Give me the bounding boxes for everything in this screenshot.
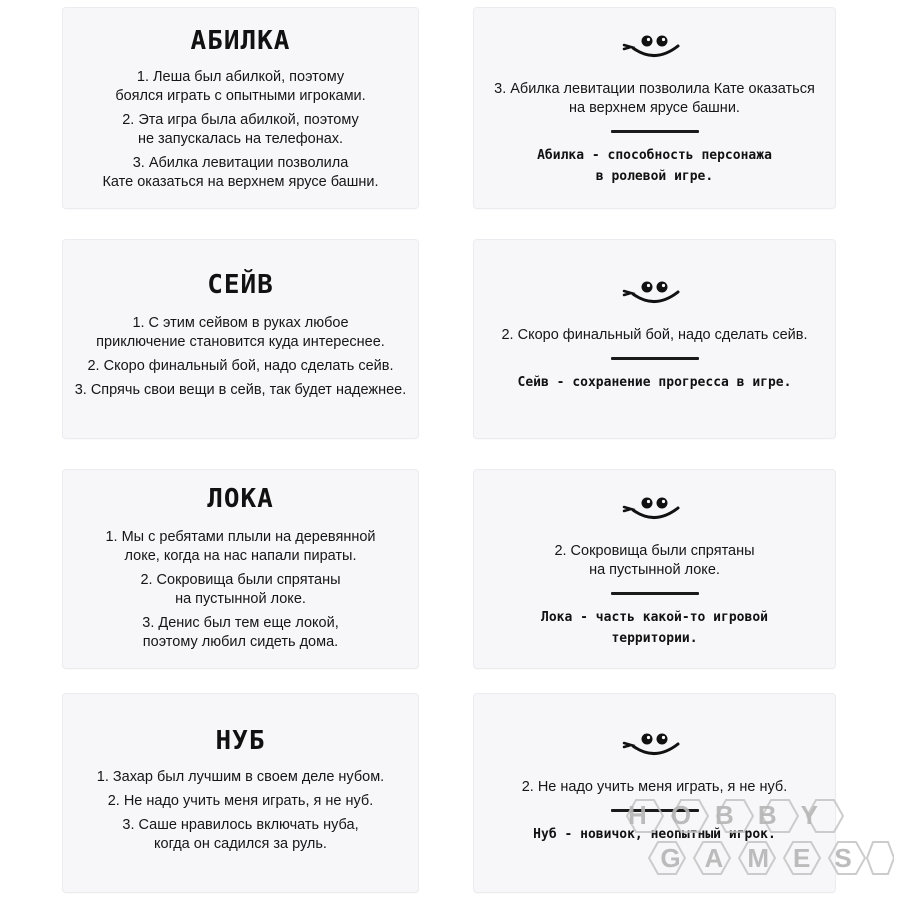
answer-sentence: 3. Абилка левитации позволила Кате оказаться на верхнем ярусе башни.	[494, 81, 815, 116]
answer-card-nub	[474, 694, 835, 892]
watermark-line-1: HOBBY	[628, 800, 842, 830]
answer-card-abilka	[474, 8, 835, 208]
example-list	[63, 314, 418, 400]
card-word: НУБ	[215, 726, 266, 756]
answer-card-seyv	[474, 240, 835, 438]
word-card-seyv	[63, 240, 418, 438]
smiley-face-icon	[620, 274, 690, 308]
answer-card-loka	[474, 470, 835, 668]
answer-sentence: 2. Скоро финальный бой, надо сделать сейв.	[501, 327, 808, 343]
example-list	[63, 68, 418, 192]
example-sentence: 2. Эта игра была абилкой, поэтому не запускалась на телефонах.	[122, 112, 359, 147]
definition: Абилка - способность персонажа в ролевой игре.	[537, 148, 772, 184]
example-list	[63, 528, 418, 652]
answer-sentence: 2. Сокровища были спрятаны на пустынной локе.	[554, 543, 755, 578]
example-sentence: 2. Скоро финальный бой, надо сделать сейв.	[87, 358, 394, 374]
watermark-line-2: GAMES	[660, 843, 876, 873]
example-sentence: 2. Сокровища были спрятаны на пустынной локе.	[140, 572, 341, 607]
example-sentence: 2. Не надо учить меня играть, я не нуб.	[107, 793, 374, 809]
word-card-loka	[63, 470, 418, 668]
example-sentence: 3. Спрячь свои вещи в сейв, так будет надежнее.	[74, 382, 407, 398]
definition: Лока - часть какой-то игровой территории.	[541, 610, 768, 646]
divider	[611, 130, 699, 133]
definition: Нуб - новичок, неопытный игрок.	[533, 827, 776, 842]
divider	[611, 357, 699, 360]
example-sentence: 1. Мы с ребятами плыли на деревянной локе, когда на нас напали пираты.	[105, 529, 376, 564]
card-word: ЛОКА	[207, 484, 274, 514]
example-list	[63, 768, 418, 854]
example-sentence: 1. С этим сейвом в руках любое приключение становится куда интереснее.	[96, 315, 385, 350]
word-card-nub	[63, 694, 418, 892]
smiley-face-icon	[620, 726, 690, 760]
example-sentence: 3. Саше нравилось включать нуба, когда он садился за руль.	[122, 817, 359, 852]
answer-sentence: 2. Не надо учить меня играть, я не нуб.	[521, 779, 788, 795]
example-sentence: 3. Денис был тем еще локой, поэтому любил сидеть дома.	[142, 615, 339, 650]
definition: Сейв - сохранение прогресса в игре.	[517, 375, 792, 390]
example-sentence: 1. Захар был лучшим в своем деле нубом.	[96, 769, 385, 785]
example-sentence: 3. Абилка левитации позволила Кате оказаться на верхнем ярусе башни.	[102, 155, 379, 190]
divider	[611, 809, 699, 812]
card-word: СЕЙВ	[207, 270, 274, 300]
divider	[611, 592, 699, 595]
word-card-abilka	[63, 8, 418, 208]
card-word: АБИЛКА	[190, 26, 291, 56]
example-sentence: 1. Леша был абилкой, поэтому боялся играть с опытными игроками.	[115, 69, 366, 104]
smiley-face-icon	[620, 28, 690, 62]
smiley-face-icon	[620, 490, 690, 524]
